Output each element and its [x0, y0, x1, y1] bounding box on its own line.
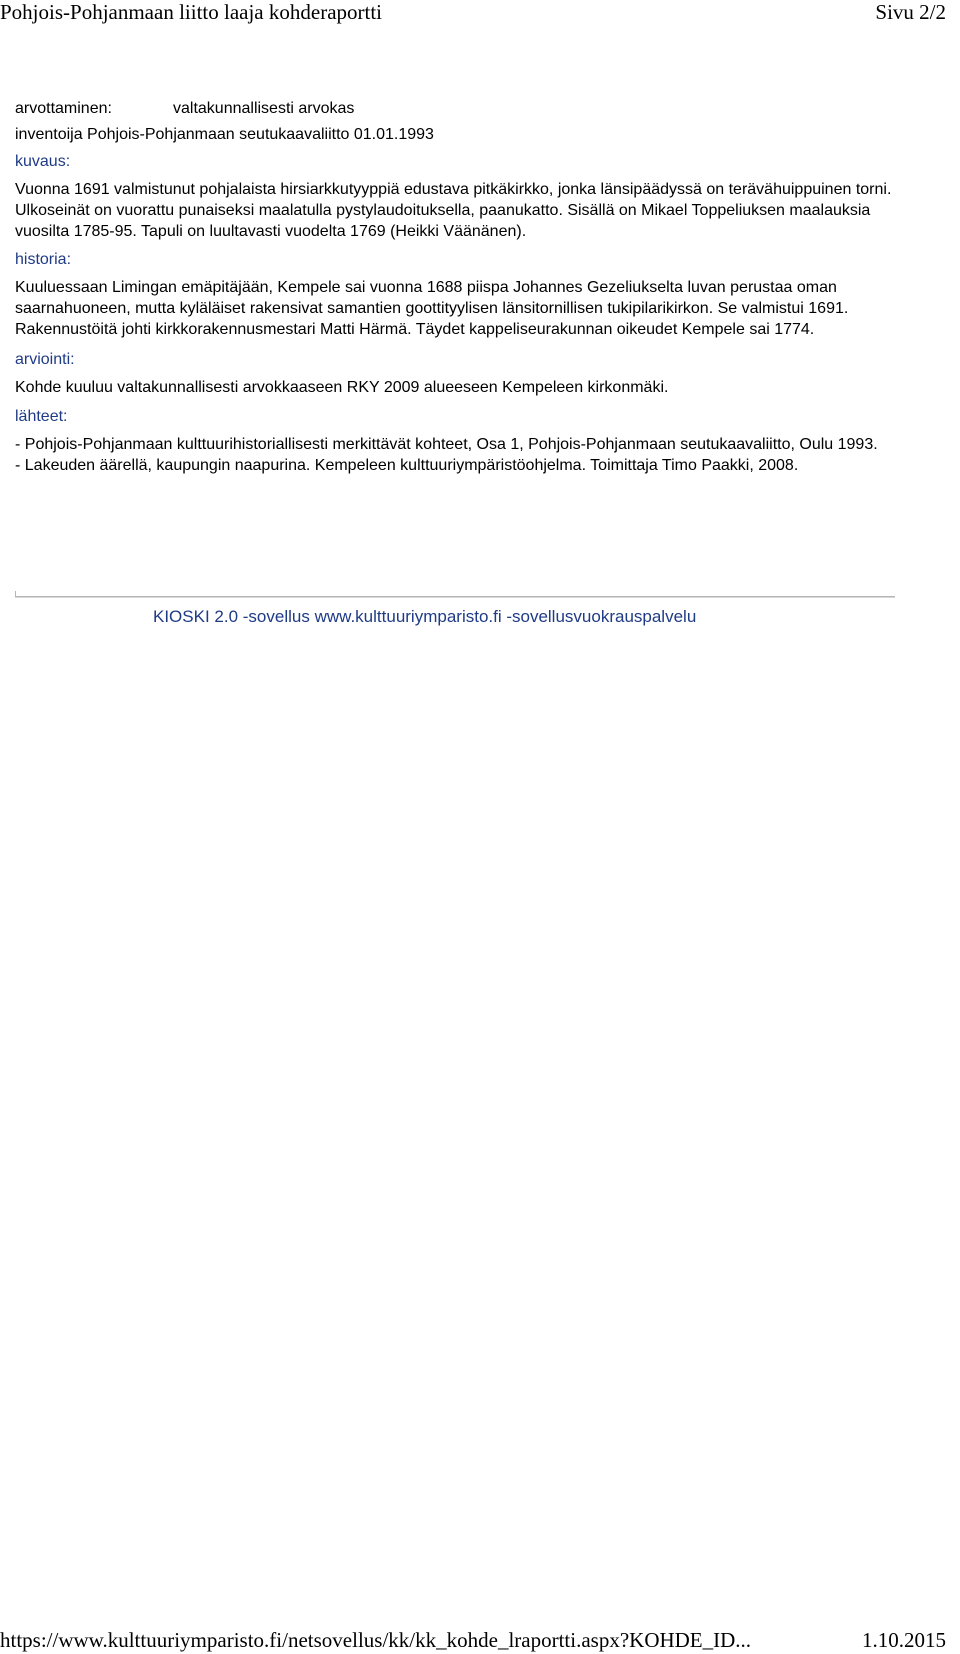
- kuvaus-heading: kuvaus:: [15, 153, 71, 170]
- kuvaus-text: Vuonna 1691 valmistunut pohjalaista hirsiarkkutyyppiä edustava pitkäkirkko, jonka länsipäädyssä on terävähuippuinen torni. Ulkoseinät on vuorattu punaiseksi maalatulla pystylaudoituksella, paanukatto. Sisällä on Mikael Toppeliuksen maalauksia vuosilta 1785-95. Tapuli on luultavasti vuodelta 1769 (Heikki Väänänen).: [15, 181, 892, 240]
- print-footer: [0, 1628, 960, 1652]
- inventoija-row: inventoija Pohjois-Pohjanmaan seutukaavaliitto 01.01.1993: [15, 126, 434, 143]
- print-header: [0, 0, 960, 26]
- historia-heading: historia:: [15, 251, 72, 268]
- lahteet-heading: lähteet:: [15, 408, 68, 425]
- arviointi-text: Kohde kuuluu valtakunnallisesti arvokkaaseen RKY 2009 alueeseen Kempeleen kirkonmäki.: [15, 379, 669, 396]
- footer-divider: [15, 596, 895, 598]
- report-content: [15, 98, 895, 476]
- lahteet-item: - Lakeuden äärellä, kaupungin naapurina. Kempeleen kulttuuriympäristöohjelma. Toimittaja Timo Paakki, 2008.: [15, 457, 799, 474]
- lahteet-list: [15, 434, 895, 476]
- page-number: Sivu 2/2: [875, 0, 946, 24]
- page-url: https://www.kulttuuriymparisto.fi/netsovellus/kk/kk_kohde_lraportti.aspx?KOHDE_ID...: [0, 1628, 752, 1652]
- arvottaminen-row: [15, 98, 895, 119]
- report-title: Pohjois-Pohjanmaan liitto laaja kohderaportti: [0, 0, 383, 24]
- arvottaminen-value: valtakunnallisesti arvokas: [173, 100, 355, 117]
- print-date: 1.10.2015: [862, 1628, 946, 1652]
- lahteet-item: - Pohjois-Pohjanmaan kulttuurihistoriallisesti merkittävät kohteet, Osa 1, Pohjois-Pohjanmaan seutukaavaliitto, Oulu 1993.: [15, 436, 878, 453]
- arviointi-heading: arviointi:: [15, 351, 75, 368]
- footer-credit: KIOSKI 2.0 -sovellus www.kulttuuriymparisto.fi -sovellusvuokrauspalvelu: [153, 607, 697, 626]
- historia-text: Kuuluessaan Limingan emäpitäjään, Kempele sai vuonna 1688 piispa Johannes Gezeliukselta luvan perustaa oman saarnahuoneen, mutta kyläläiset rakensivat samantien goottityylisen länsitornillisen tukipilarikirkon. Se valmistui 1691. Rakennustöitä johti kirkkorakennusmestari Matti Härmä. Täydet kappeliseurakunnan oikeudet Kempele sai 1774.: [15, 279, 849, 338]
- arvottaminen-label: arvottaminen:: [15, 100, 112, 117]
